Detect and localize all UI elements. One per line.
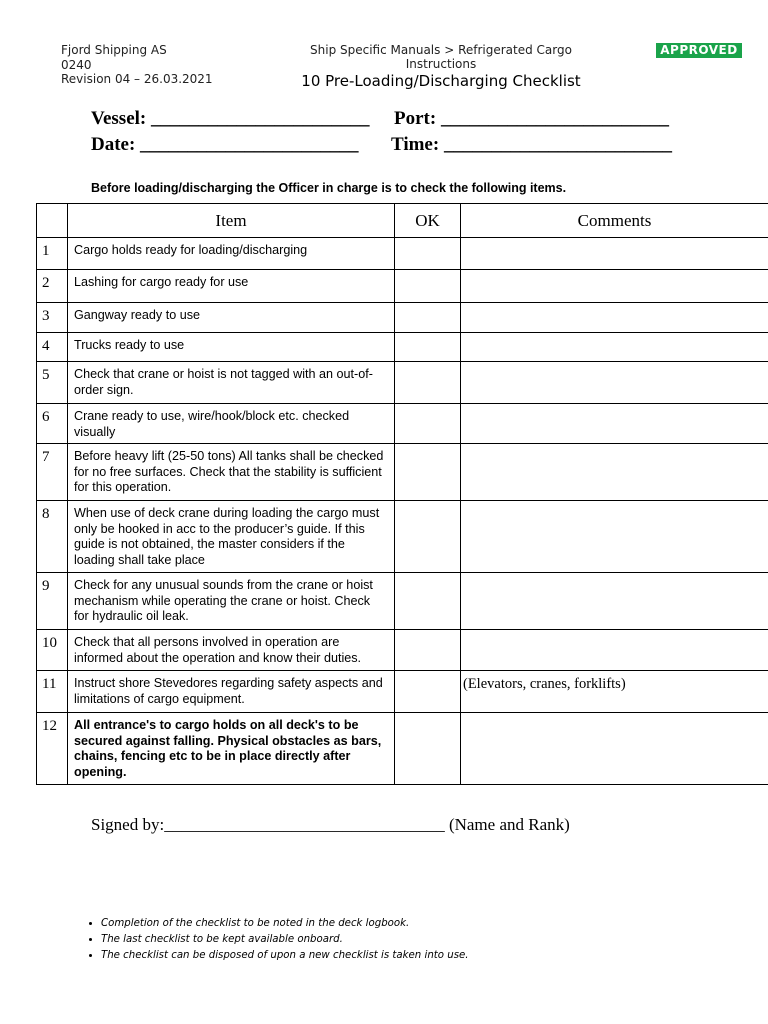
ok-checkbox-cell[interactable]: [395, 444, 461, 501]
row-item: Crane ready to use, wire/hook/block etc. checked visually: [68, 404, 395, 444]
revision: Revision 04 – 26.03.2021: [61, 72, 213, 86]
row-item: Cargo holds ready for loading/discharging: [68, 238, 395, 270]
row-item: Gangway ready to use: [68, 303, 395, 333]
row-number: 3: [37, 303, 68, 333]
row-number: 6: [37, 404, 68, 444]
table-row: [37, 671, 768, 713]
vessel-field: Vessel: _______________________: [91, 108, 370, 129]
comment-cell[interactable]: [461, 303, 768, 333]
table-row: [37, 573, 768, 630]
ok-checkbox-cell[interactable]: [395, 573, 461, 630]
table-row: [37, 303, 768, 333]
row-item: Lashing for cargo ready for use: [68, 270, 395, 303]
comment-cell[interactable]: [461, 630, 768, 671]
company-name: Fjord Shipping AS: [61, 43, 167, 57]
ok-checkbox-cell[interactable]: [395, 238, 461, 270]
table-row: [37, 362, 768, 404]
table-row: [37, 501, 768, 573]
ok-checkbox-cell[interactable]: [395, 501, 461, 573]
comment-cell[interactable]: [461, 713, 768, 785]
ok-checkbox-cell[interactable]: [395, 303, 461, 333]
row-number: 2: [37, 270, 68, 303]
row-item: Check that all persons involved in operation are informed about the operation and know their duties.: [68, 630, 395, 671]
row-item: When use of deck crane during loading the cargo must only be hooked in acc to the producer’s guide. If this guide is not obtained, the master considers if the loading shall take place: [68, 501, 395, 573]
row-number: 12: [37, 713, 68, 785]
document-header-center: [276, 43, 606, 90]
notes-list: [80, 916, 469, 963]
row-item: Before heavy lift (25-50 tons) All tanks shall be checked for no free surfaces. Check that the stability is sufficient for this operation.: [68, 444, 395, 501]
row-item: All entrance's to cargo holds on all deck's to be secured against falling. Physical obstacles as bars, chains, fencing etc to be in place directly after opening.: [68, 713, 395, 785]
table-row: [37, 630, 768, 671]
instruction-text: Before loading/discharging the Officer in charge is to check the following items.: [91, 181, 567, 195]
row-number: 8: [37, 501, 68, 573]
port-field: Port: ________________________: [394, 108, 669, 129]
table-header-row: [37, 204, 768, 238]
row-number: 9: [37, 573, 68, 630]
date-field: Date: _______________________: [91, 134, 359, 155]
row-number: 11: [37, 671, 68, 713]
ok-checkbox-cell[interactable]: [395, 333, 461, 362]
row-number: 1: [37, 238, 68, 270]
row-number: 7: [37, 444, 68, 501]
comment-cell[interactable]: [461, 270, 768, 303]
list-item: • The last checklist to be kept available onboard.: [101, 932, 469, 948]
ok-checkbox-cell[interactable]: [395, 671, 461, 713]
status-badge: APPROVED: [656, 43, 742, 58]
comment-cell[interactable]: [461, 444, 768, 501]
column-header-item: Item: [68, 204, 395, 238]
column-header-comments: Comments: [461, 204, 768, 238]
row-number: 4: [37, 333, 68, 362]
table-row: [37, 444, 768, 501]
document-number: 0240: [61, 57, 92, 72]
row-item: Trucks ready to use: [68, 333, 395, 362]
checklist-table: [36, 203, 768, 785]
ok-checkbox-cell[interactable]: [395, 404, 461, 444]
time-field: Time: ________________________: [391, 134, 672, 155]
breadcrumb: Ship Specific Manuals > Refrigerated Cargo Instructions: [310, 43, 572, 71]
comment-cell[interactable]: [461, 238, 768, 270]
column-header-number: [37, 204, 68, 238]
comment-cell[interactable]: [461, 573, 768, 630]
table-row: [37, 270, 768, 303]
row-number: 10: [37, 630, 68, 671]
ok-checkbox-cell[interactable]: [395, 713, 461, 785]
comment-cell[interactable]: [461, 333, 768, 362]
row-item: Check that crane or hoist is not tagged with an out-of-order sign.: [68, 362, 395, 404]
page-title: 10 Pre-Loading/Discharging Checklist: [301, 72, 581, 90]
row-number: 5: [37, 362, 68, 404]
comment-cell[interactable]: [461, 404, 768, 444]
ok-checkbox-cell[interactable]: [395, 362, 461, 404]
row-item: Check for any unusual sounds from the crane or hoist mechanism while operating the crane or hoist. Check for hydraulic oil leak.: [68, 573, 395, 630]
table-row: [37, 713, 768, 785]
ok-checkbox-cell[interactable]: [395, 630, 461, 671]
document-header-left: [61, 43, 213, 87]
comment-cell[interactable]: [461, 362, 768, 404]
comment-cell[interactable]: (Elevators, cranes, forklifts): [461, 671, 768, 713]
list-item: • Completion of the checklist to be noted in the deck logbook.: [101, 916, 469, 932]
table-row: [37, 333, 768, 362]
column-header-ok: OK: [395, 204, 461, 238]
comment-cell[interactable]: [461, 501, 768, 573]
table-row: [37, 238, 768, 270]
signature-line: Signed by:_________________________________ (Name and Rank): [91, 815, 570, 834]
table-row: [37, 404, 768, 444]
row-item: Instruct shore Stevedores regarding safety aspects and limitations of cargo equipment.: [68, 671, 395, 713]
list-item: • The checklist can be disposed of upon a new checklist is taken into use.: [101, 948, 469, 964]
ok-checkbox-cell[interactable]: [395, 270, 461, 303]
